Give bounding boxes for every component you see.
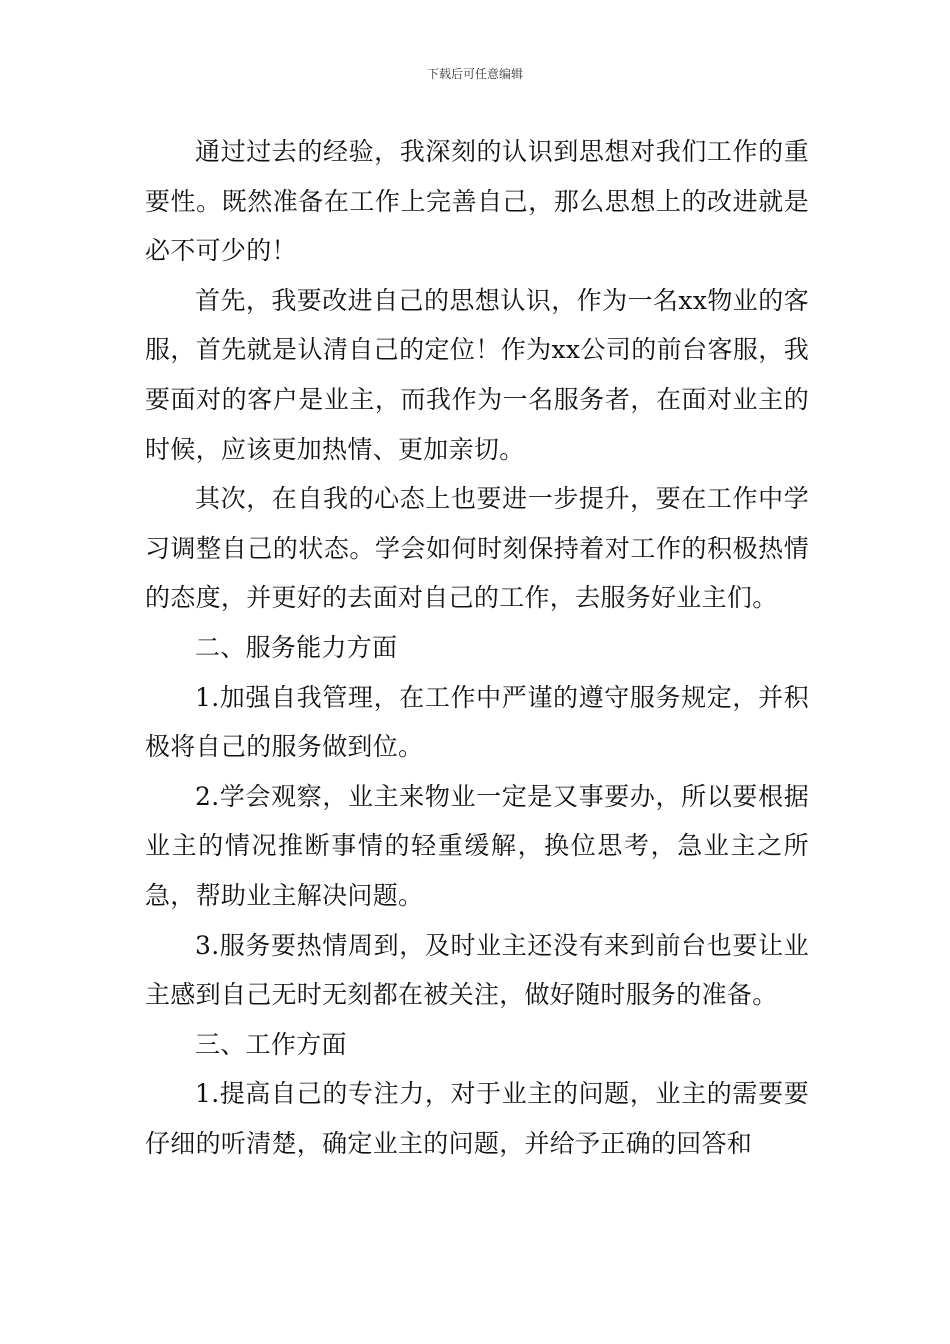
section-heading-work: 三、工作方面 xyxy=(195,1029,347,1059)
section-heading-service: 二、服务能力方面 xyxy=(195,632,398,662)
list-item-service-3: 3.服务要热情周到，及时业主还没有来到前台也要让业主感到自己无时无刻都在被关注，做好随时服务的准备。 xyxy=(145,930,809,1010)
paragraph-second: 其次，在自我的心态上也要进一步提升，要在工作中学习调整自己的状态。学会如何时刻保持着对工作的积极热情的态度，并更好的去面对自己的工作，去服务好业主们。 xyxy=(145,484,809,613)
list-item-service-2: 2.学会观察，业主来物业一定是又事要办，所以要根据业主的情况推断事情的轻重缓解，换位思考，急业主之所急，帮助业主解决问题。 xyxy=(145,781,809,910)
list-item-service-1: 1.加强自我管理，在工作中严谨的遵守服务规定，并积极将自己的服务做到位。 xyxy=(145,682,809,762)
paragraph-first: 首先，我要改进自己的思想认识，作为一名xx物业的客服，首先就是认清自己的定位！作为xx公司的前台客服，我要面对的客户是业主，而我作为一名服务者，在面对业主的时候，应该更加热情、更加亲切。 xyxy=(145,285,809,464)
paragraph-experience: 通过过去的经验，我深刻的认识到思想对我们工作的重要性。既然准备在工作上完善自己，那么思想上的改进就是必不可少的！ xyxy=(145,137,809,266)
list-item-work-1: 1.提高自己的专注力，对于业主的问题，业主的需要要仔细的听清楚，确定业主的问题，并给予正确的回答和 xyxy=(145,1079,809,1158)
page-header-note: 下载后可任意编辑 xyxy=(426,67,523,81)
document-body xyxy=(145,127,809,1168)
